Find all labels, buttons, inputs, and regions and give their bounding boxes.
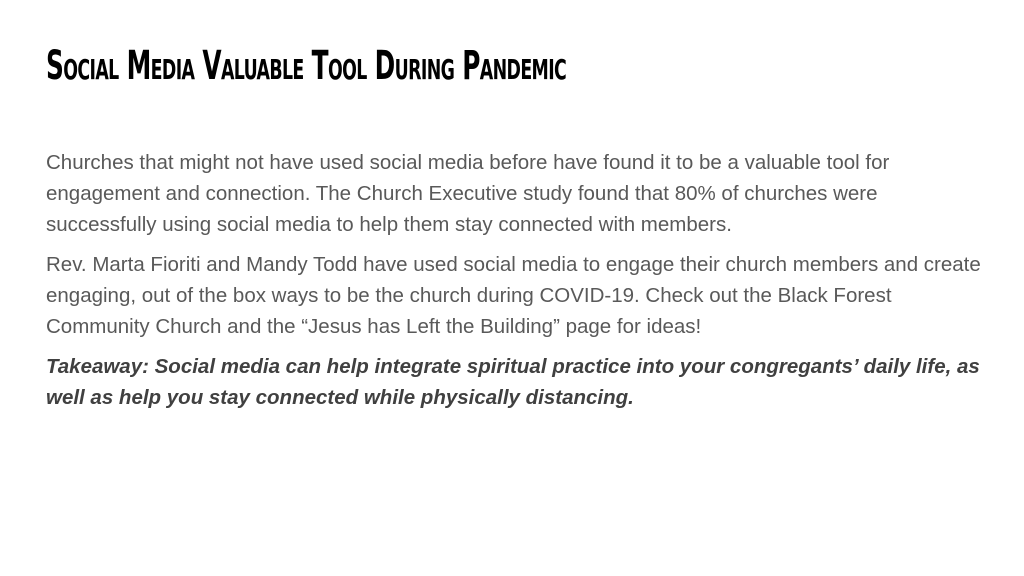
takeaway-text: Takeaway: Social media can help integrate spiritual practice into your congregants’ daily life, as well as help you stay connected while physically distancing. xyxy=(46,355,980,409)
body-paragraph-1: Churches that might not have used social media before have found it to be a valuable tool for engagement and connection. The Church Executive study found that 80% of churches were successfully using social media to help them stay connected with members. xyxy=(46,151,890,236)
slide-title: Social Media Valuable Tool During Pandemic xyxy=(46,43,567,89)
body-paragraph-2: Rev. Marta Fioriti and Mandy Todd have used social media to engage their church members and create engaging, out of the box ways to be the church during COVID-19. Check out the Black Forest Community Church and the “Jesus has Left the Building” page for ideas! xyxy=(46,253,981,338)
slide-body xyxy=(46,147,981,413)
